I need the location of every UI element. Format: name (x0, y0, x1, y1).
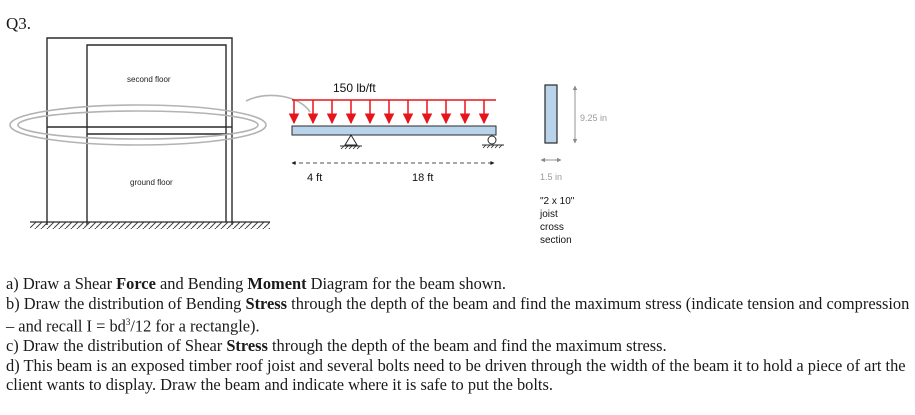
dimension-left-label: 4 ft (307, 172, 323, 184)
ground-floor-label: ground floor (130, 178, 173, 187)
ground-line (30, 222, 270, 229)
load-label: 150 lb/ft (333, 81, 376, 95)
cross-section-caption (539, 196, 575, 246)
beam (292, 126, 496, 135)
joist-cross-section (545, 85, 557, 143)
second-floor-label: second floor (127, 75, 171, 84)
caption-line: "2 x 10" (540, 196, 575, 207)
roller-support (482, 136, 504, 148)
height-dimension-label: 9.25 in (580, 113, 608, 123)
caption-line: joist (540, 209, 558, 220)
question-c: c) Draw the distribution of Shear Stress through the depth of the beam and find the maximum stress. (6, 336, 667, 356)
question-list (6, 274, 911, 395)
distributed-load (292, 100, 496, 123)
question-b: b) Draw the distribution of Bending Stress through the depth of the beam and find the maximum stress (indicate tension and compression – and recall $I = bd^3/12$ for a rectangle). (6, 293, 910, 336)
question-a: a) Draw a Shear Force and Bending Moment Diagram for the beam shown. (6, 274, 506, 293)
building-outline (47, 38, 232, 225)
pin-support (340, 135, 362, 149)
width-dimension-label: 1.5 in (540, 172, 563, 182)
question-number: Q3. (6, 14, 32, 33)
callout-ellipse (10, 95, 310, 145)
caption-line: cross (540, 222, 564, 233)
question-d: d) This beam is an exposed timber roof joist and several bolts need to be driven through the width of the beam it to hold a piece of art the client wants to display. Draw the beam and indicate where it is safe to put the bolts. (6, 355, 906, 395)
dimension-right-label: 18 ft (412, 172, 434, 184)
caption-line: section (540, 235, 572, 246)
